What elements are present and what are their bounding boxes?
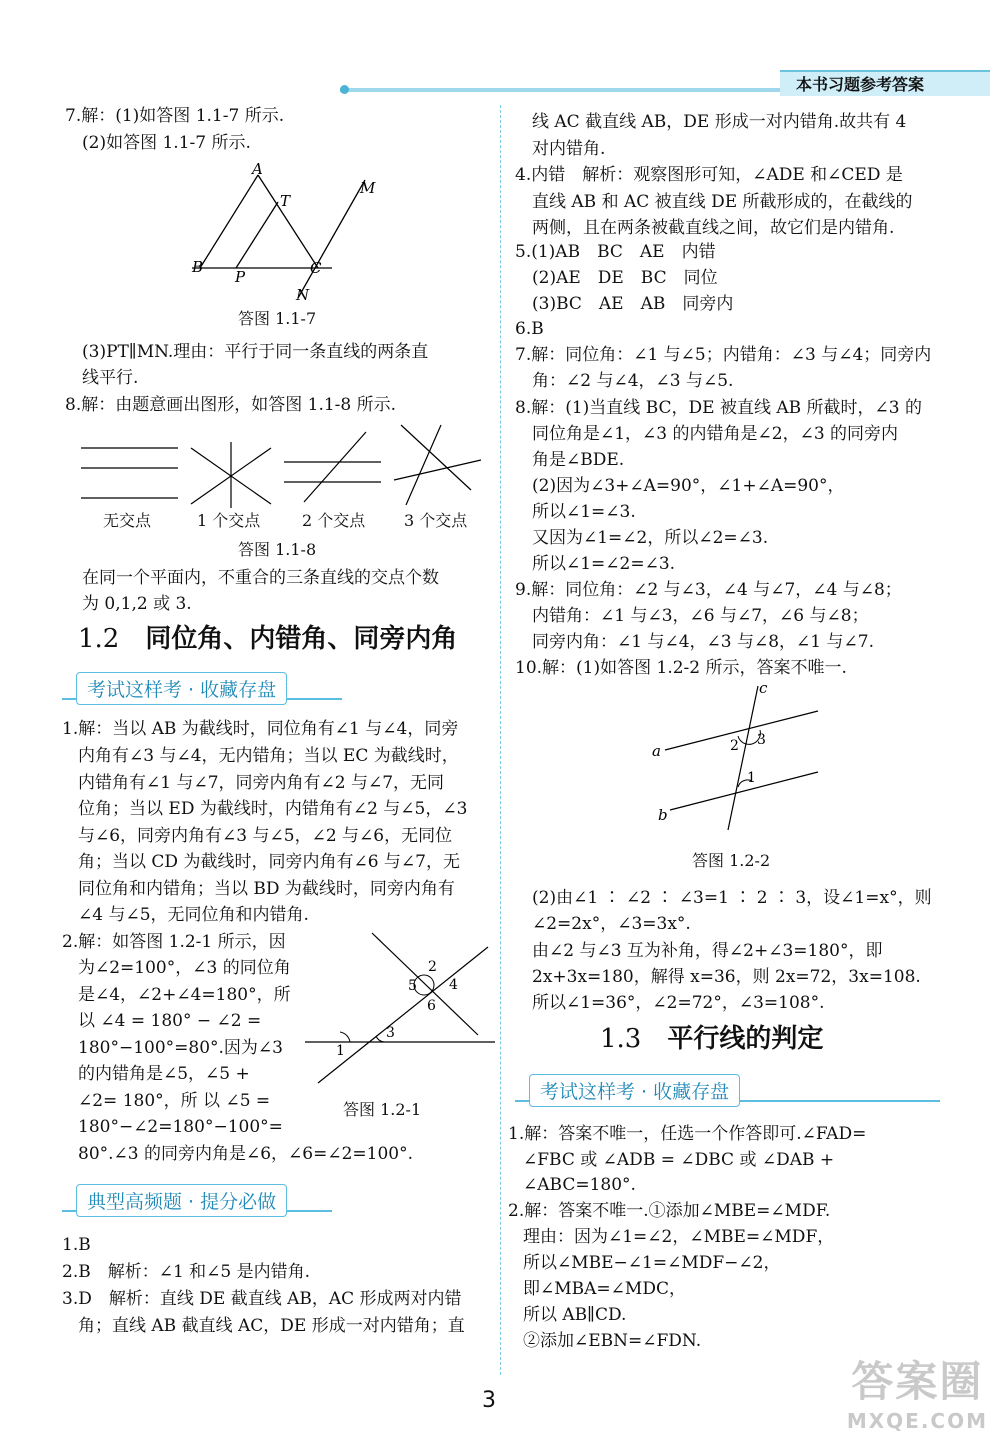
- figure-1-1-8-caption: 答图 1.1-8: [238, 540, 317, 559]
- angle-4: 4: [449, 977, 458, 993]
- q2-line2: 为∠2=100°，∠3 的同位角: [78, 958, 291, 978]
- q2-line6: 的内错角是∠5，∠5 +: [78, 1064, 250, 1084]
- fig118-label-none: 无交点: [103, 511, 152, 530]
- angle-2: 2: [428, 959, 437, 975]
- q2-line3: 是∠4，∠2+∠4=180°，所: [78, 985, 291, 1005]
- banner-typical-text: 典型高频题 · 提分必做: [76, 1184, 287, 1217]
- r-line-21: 同旁内角：∠1 与∠4，∠3 与∠8，∠1 与∠7.: [532, 632, 874, 652]
- r-line-17: 又因为∠1=∠2，所以∠2=∠3.: [532, 528, 769, 548]
- q1-line1: 1.解：当以 AB 为截线时，同位角有∠1 与∠4，同旁: [62, 719, 459, 739]
- q10b-line5: 所以∠1=36°，∠2=72°，∠3=108°.: [532, 993, 825, 1013]
- figure-1-2-1-caption: 答图 1.2-1: [343, 1100, 422, 1119]
- label-T: T: [280, 192, 291, 210]
- section-1-3-num: 1.3: [600, 1024, 642, 1054]
- line-a: a: [652, 742, 661, 760]
- r-line-5: 两侧，且在两条被截直线之间，故它们是内错角.: [532, 218, 895, 238]
- r-line-12: 8.解：(1)当直线 BC，DE 被直线 AB 所截时，∠3 的: [515, 398, 923, 418]
- r-line-22: 10.解：(1)如答图 1.2-2 所示，答案不唯一.: [515, 658, 847, 678]
- banner-exam-2-text: 考试这样考 · 收藏存盘: [529, 1074, 740, 1107]
- s13-line8: 所以 AB∥CD.: [523, 1305, 627, 1325]
- figure-1-1-8: [76, 420, 486, 510]
- r-line-3: 4.内错 解析：观察图形可知，∠ADE 和∠CED 是: [515, 165, 903, 185]
- section-1-3-title: [600, 1018, 823, 1055]
- s13-line4: 2.解：答案不唯一.①添加∠MBE=∠MDF.: [508, 1201, 831, 1221]
- s13-line5: 理由：因为∠1=∠2，∠MBE=∠MDF，: [523, 1227, 835, 1247]
- label-C: C: [310, 259, 322, 277]
- r-line-1: 线 AC 截直线 AB，DE 形成一对内错角.故共有 4: [532, 112, 907, 132]
- q10b-line1: (2)由∠1 ∶ ∠2 ∶ ∠3=1 ∶ 2 ∶ 3，设∠1=x°，则: [532, 888, 932, 908]
- q2-line1: 2.解：如答图 1.2-1 所示，因: [62, 932, 286, 952]
- section-1-2-num: 1.2: [78, 624, 120, 654]
- header-dot: [340, 85, 349, 94]
- q1-line6: 角；当以 CD 为截线时，同旁内角有∠6 与∠7，无: [78, 852, 460, 872]
- short-q2: 2.B 解析：∠1 和∠5 是内错角.: [62, 1262, 311, 1282]
- angle-3: 3: [757, 732, 766, 748]
- r-line-6: 5.(1)AB BC AE 内错: [515, 242, 716, 262]
- r-line-9: 6.B: [515, 319, 544, 339]
- angle-3: 3: [386, 1025, 395, 1041]
- q10b-line4: 2x+3x=180，解得 x=36，则 2x=72，3x=108.: [532, 967, 921, 987]
- angle-2: 2: [730, 738, 739, 754]
- q2-line9: 80°.∠3 的同旁内角是∠6，∠6=∠2=100°.: [78, 1144, 414, 1164]
- watermark-top: 答案圈: [851, 1357, 984, 1406]
- angle-1: 1: [336, 1043, 345, 1059]
- q7-line2: (2)如答图 1.1-7 所示.: [82, 133, 251, 153]
- figure-1-1-7-caption: 答图 1.1-7: [238, 309, 317, 328]
- figure-1-2-2: [640, 678, 830, 838]
- label-A: A: [252, 160, 263, 178]
- q7-line4: 线平行.: [82, 368, 139, 388]
- short-q3-line1: 3.D 解析：直线 DE 截直线 AB，AC 形成两对内错: [62, 1289, 462, 1309]
- label-M: M: [360, 179, 376, 197]
- s13-line3: ∠ABC=180°.: [523, 1175, 636, 1195]
- q8-line1: 8.解：由题意画出图形，如答图 1.1-8 所示.: [65, 395, 397, 415]
- watermark-logo: [847, 1349, 988, 1433]
- page-number: 3: [482, 1388, 496, 1413]
- banner-exam-1: [62, 668, 342, 704]
- r-line-15: (2)因为∠3+∠A=90°，∠1+∠A=90°，: [532, 476, 845, 496]
- watermark-bottom: MXQE.COM: [846, 1409, 988, 1433]
- q1-line7: 同位角和内错角；当以 BD 为截线时，同旁内角有: [78, 879, 455, 899]
- r-line-20: 内错角：∠1 与∠3，∠6 与∠7，∠6 与∠8；: [532, 606, 869, 626]
- short-q3-line2: 角；直线 AB 截直线 AC，DE 形成一对内错角；直: [78, 1316, 465, 1336]
- header-title: 本书习题参考答案: [780, 70, 990, 96]
- r-line-14: 角是∠BDE.: [532, 450, 625, 470]
- label-P: P: [235, 268, 246, 286]
- fig118-label-one: 1 个交点: [197, 511, 261, 530]
- q1-line2: 内角有∠3 与∠4，无内错角；当以 EC 为截线时，: [78, 746, 459, 766]
- fig118-label-two: 2 个交点: [302, 511, 366, 530]
- short-q1: 1.B: [62, 1235, 91, 1255]
- s13-line7: 即∠MBA=∠MDC，: [523, 1279, 686, 1299]
- q1-line4: 位角；当以 ED 为截线时，内错角有∠2 与∠5，∠3: [78, 799, 468, 819]
- r-line-19: 9.解：同位角：∠2 与∠3，∠4 与∠7，∠4 与∠8；: [515, 580, 902, 600]
- column-divider: [500, 105, 501, 1375]
- figure-1-2-1: [300, 925, 500, 1090]
- figure-1-2-2-caption: 答图 1.2-2: [692, 851, 771, 870]
- s13-line9: ②添加∠EBN=∠FDN.: [523, 1331, 702, 1351]
- q10b-line3: 由∠2 与∠3 互为补角，得∠2+∠3=180°，即: [532, 941, 883, 961]
- angle-5: 5: [408, 978, 417, 994]
- q1-line5: 与∠6，同旁内角有∠3 与∠5，∠2 与∠6，无同位: [78, 826, 453, 846]
- banner-exam-1-text: 考试这样考 · 收藏存盘: [76, 672, 287, 705]
- section-1-3-text: 平行线的判定: [667, 1024, 824, 1054]
- label-B: B: [192, 258, 204, 276]
- q2-line7: ∠2= 180°，所 以 ∠5 =: [78, 1091, 271, 1111]
- r-line-13: 同位角是∠1，∠3 的内错角是∠2，∠3 的同旁内: [532, 424, 899, 444]
- s13-line2: ∠FBC 或 ∠ADB = ∠DBC 或 ∠DAB +: [523, 1150, 835, 1170]
- q2-line8: 180°−∠2=180°−100°=: [78, 1117, 283, 1137]
- q2-line5: 180°−100°=80°.因为∠3: [78, 1038, 283, 1058]
- q1-line8: ∠4 与∠5，无同位角和内错角.: [78, 905, 309, 925]
- r-line-7: (2)AE DE BC 同位: [532, 268, 718, 288]
- angle-6: 6: [427, 998, 436, 1014]
- r-line-8: (3)BC AE AB 同旁内: [532, 294, 734, 314]
- banner-typical: [62, 1180, 332, 1216]
- section-1-2-text: 同位角、内错角、同旁内角: [145, 624, 458, 654]
- section-1-2-title: [78, 618, 457, 655]
- line-b: b: [658, 806, 668, 824]
- r-line-2: 对内错角.: [532, 139, 606, 159]
- r-line-10: 7.解：同位角：∠1 与∠5；内错角：∠3 与∠4；同旁内: [515, 345, 932, 365]
- fig118-label-three: 3 个交点: [404, 511, 468, 530]
- angle-1: 1: [747, 770, 756, 786]
- banner-exam-2: [515, 1070, 940, 1106]
- r-line-18: 所以∠1=∠2=∠3.: [532, 554, 676, 574]
- q2-line4: 以 ∠4 = 180° − ∠2 =: [78, 1011, 262, 1031]
- q8-line2: 在同一个平面内，不重合的三条直线的交点个数: [82, 568, 439, 588]
- q8-line3: 为 0,1,2 或 3.: [82, 594, 192, 614]
- q7-line1: 7.解：(1)如答图 1.1-7 所示.: [65, 106, 285, 126]
- s13-line6: 所以∠MBE−∠1=∠MDF−∠2，: [523, 1253, 781, 1273]
- r-line-4: 直线 AB 和 AC 被直线 DE 所截形成的，在截线的: [532, 192, 913, 212]
- q10b-line2: ∠2=2x°，∠3=3x°.: [532, 914, 691, 934]
- line-c: c: [759, 679, 768, 697]
- r-line-11: 角：∠2 与∠4，∠3 与∠5.: [532, 371, 734, 391]
- label-N: N: [296, 286, 310, 304]
- q7-line3: (3)PT∥MN.理由：平行于同一条直线的两条直: [82, 342, 429, 362]
- figure-1-1-7: [180, 160, 390, 320]
- s13-line1: 1.解：答案不唯一，任选一个作答即可.∠FAD=: [508, 1124, 867, 1144]
- q1-line3: 内错角有∠1 与∠7，同旁内角有∠2 与∠7，无同: [78, 773, 445, 793]
- r-line-16: 所以∠1=∠3.: [532, 502, 636, 522]
